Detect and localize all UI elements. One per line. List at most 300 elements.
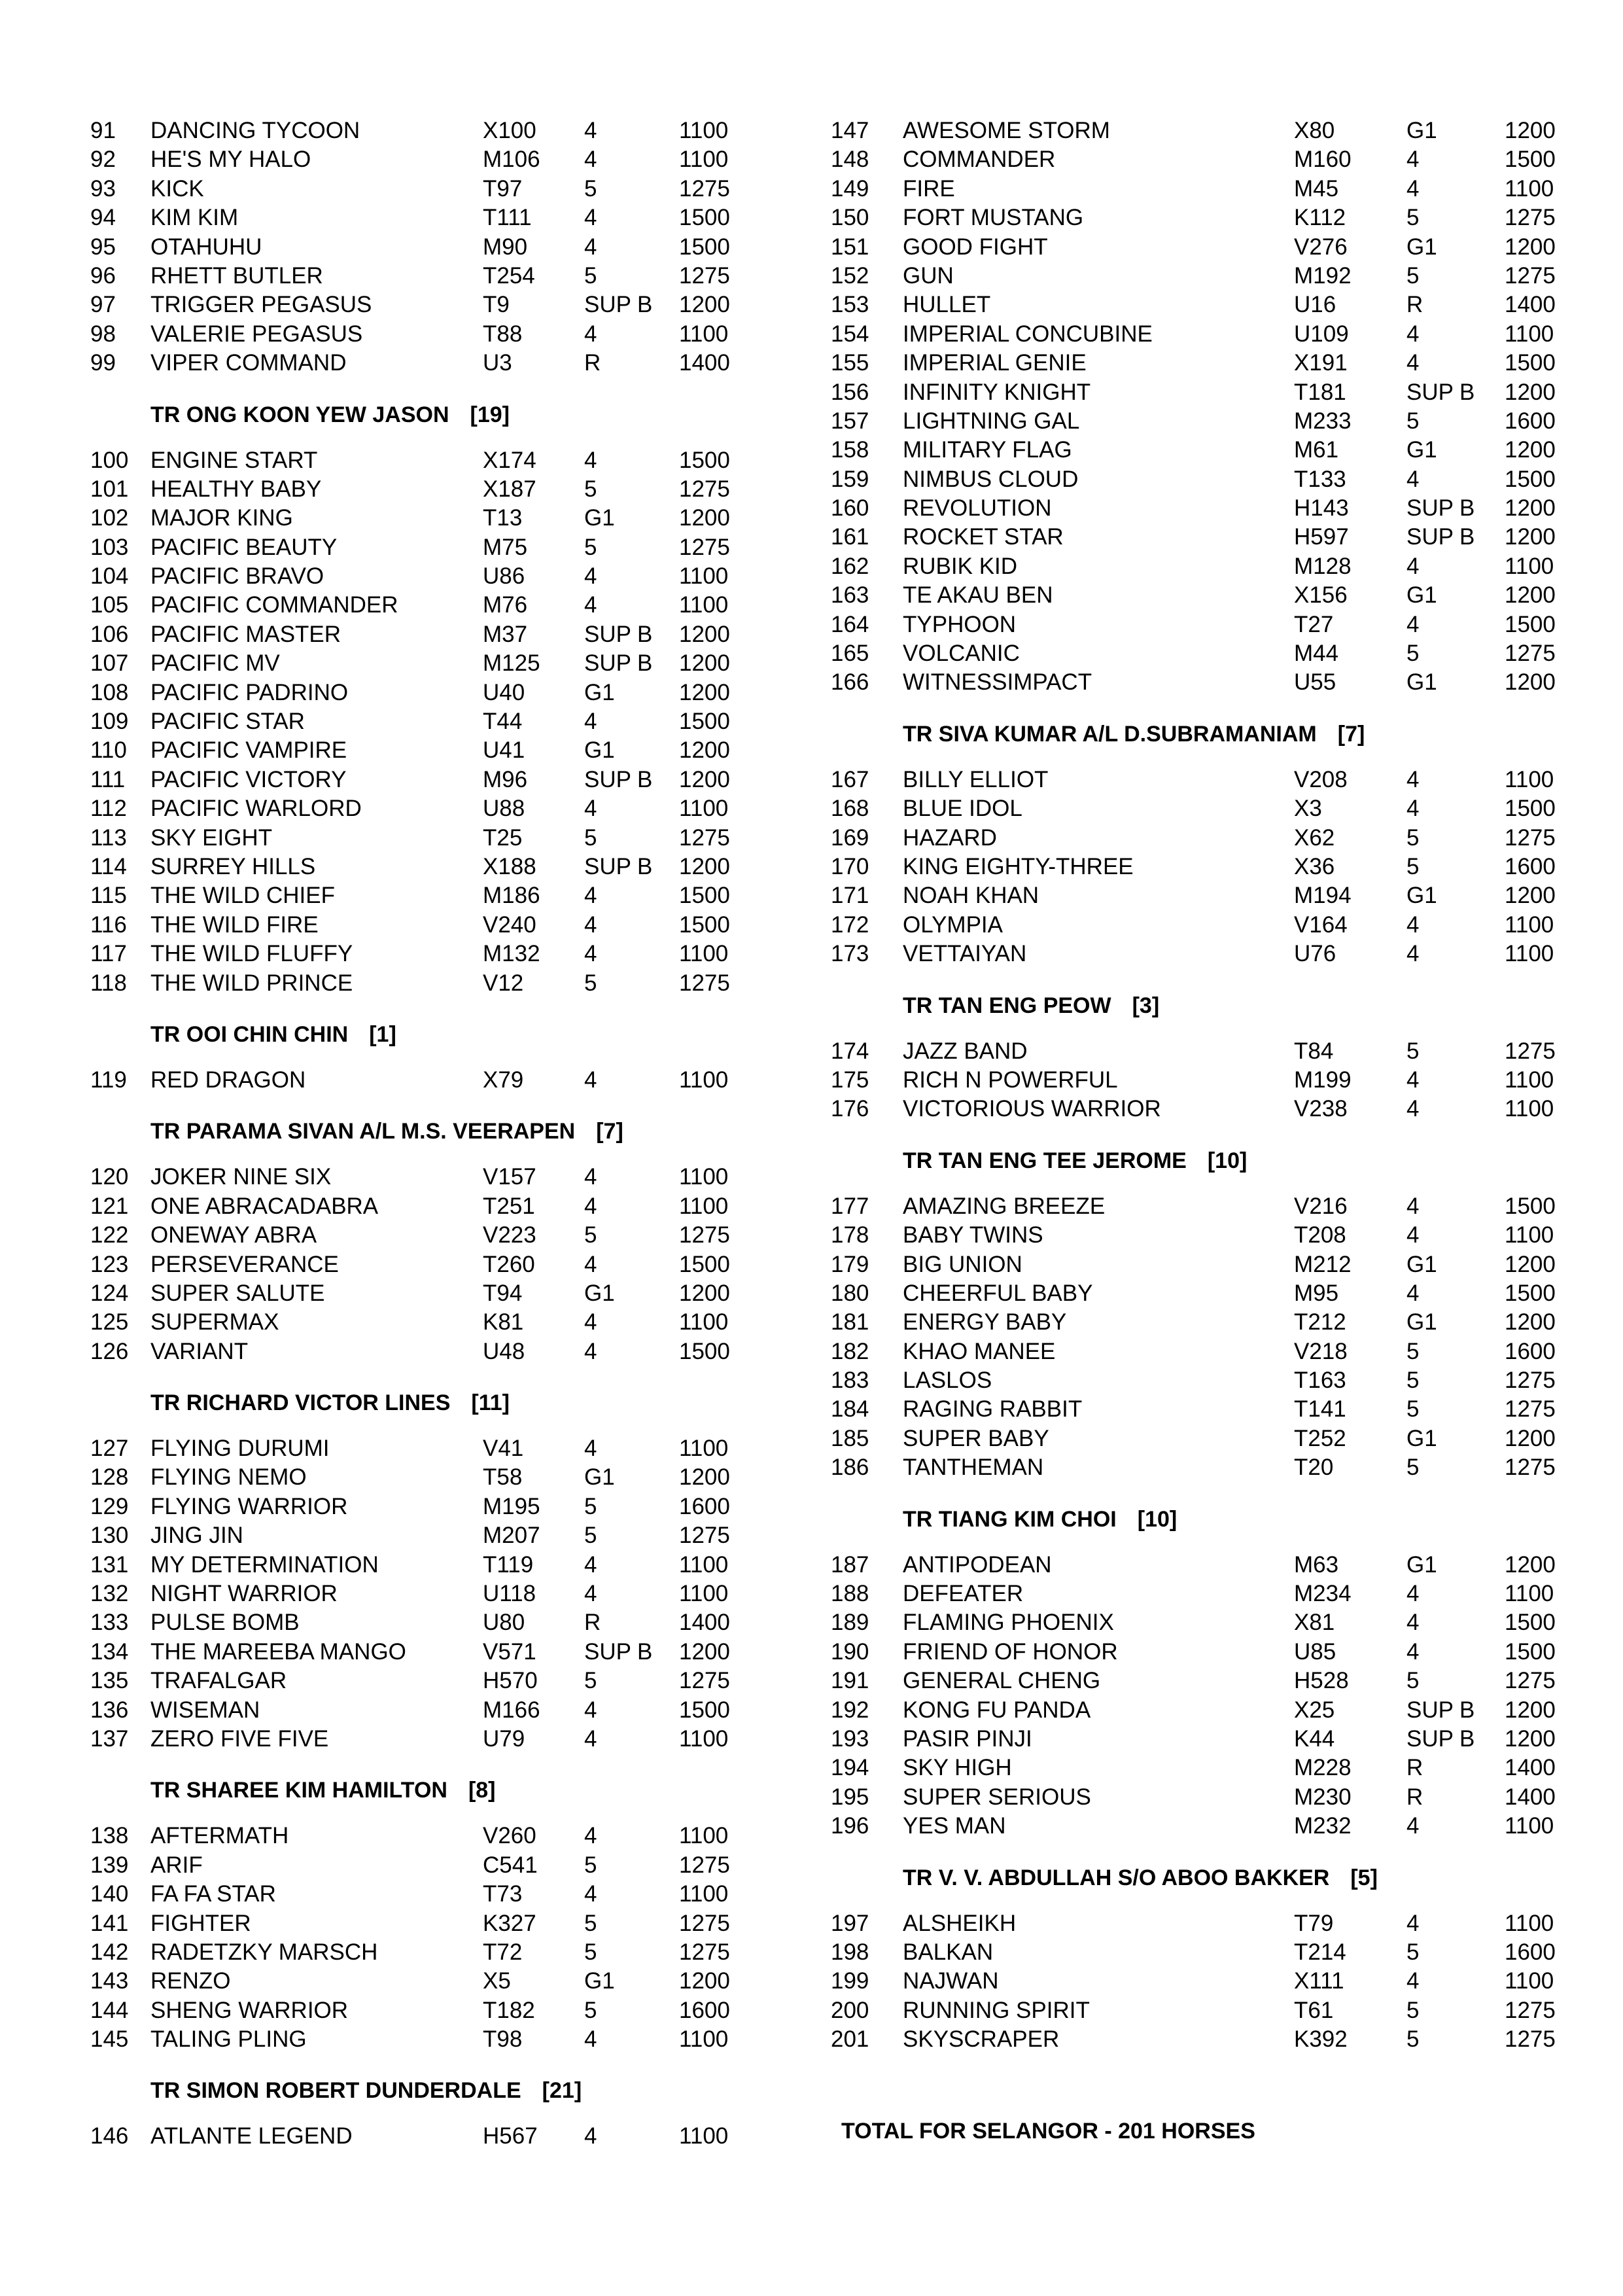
horse-code: M232 <box>1294 1813 1352 1839</box>
horse-name: BALKAN <box>903 1939 994 1965</box>
horse-name: BILLY ELLIOT <box>903 766 1049 792</box>
horse-code: T94 <box>483 1280 523 1306</box>
horse-code: T111 <box>483 205 532 231</box>
horse-number: 168 <box>831 796 869 822</box>
horse-number: 133 <box>90 1610 129 1636</box>
rating: 1100 <box>679 1881 729 1907</box>
horse-number: 143 <box>90 1968 129 1994</box>
rating: 1100 <box>679 1823 729 1849</box>
horse-name: ANTIPODEAN <box>903 1551 1052 1578</box>
trainer-name: TR TAN ENG PEOW <box>903 993 1111 1018</box>
horse-name: FLAMING PHOENIX <box>903 1610 1114 1636</box>
horse-number: 186 <box>831 1455 869 1481</box>
horse-number: 162 <box>831 553 869 579</box>
horse-code: V276 <box>1294 234 1348 260</box>
horse-row <box>831 1667 1563 1695</box>
rating: 1100 <box>679 1067 729 1093</box>
race-class: 5 <box>584 175 597 202</box>
horse-name: KIM KIM <box>150 205 239 231</box>
rating: 1200 <box>679 505 730 531</box>
horse-row <box>90 1696 744 1725</box>
horse-code: T182 <box>483 1997 535 2023</box>
horse-row <box>831 1279 1563 1308</box>
horse-code: M63 <box>1294 1551 1339 1578</box>
horse-name: AMAZING BREEZE <box>903 1193 1106 1219</box>
horse-row <box>90 794 744 823</box>
race-class: 5 <box>584 1910 597 1936</box>
horse-number: 200 <box>831 1997 869 2023</box>
horse-code: V216 <box>1294 1193 1348 1219</box>
horse-number: 113 <box>90 824 127 851</box>
race-class: G1 <box>1406 582 1437 609</box>
horse-number: 92 <box>90 147 116 173</box>
horse-number: 185 <box>831 1425 869 1451</box>
horse-number: 106 <box>90 621 129 647</box>
race-class: 5 <box>584 1939 597 1965</box>
horse-name: PACIFIC MASTER <box>150 621 341 647</box>
rating: 1275 <box>679 1222 730 1248</box>
rating: 1500 <box>679 911 730 938</box>
horse-code: H567 <box>483 2123 538 2149</box>
horse-row <box>90 1580 744 1608</box>
horse-number: 121 <box>90 1193 129 1219</box>
horse-name: ONEWAY ABRA <box>150 1222 317 1248</box>
horse-row <box>90 2025 744 2054</box>
horse-code: X81 <box>1294 1610 1335 1636</box>
horse-number: 183 <box>831 1368 869 1394</box>
rating: 1100 <box>679 1551 729 1578</box>
horse-name: GENERAL CHENG <box>903 1668 1101 1694</box>
horse-name: PACIFIC BEAUTY <box>150 534 338 560</box>
rating: 1200 <box>1505 234 1556 260</box>
horse-number: 115 <box>90 883 127 909</box>
horse-row <box>831 639 1563 668</box>
horse-code: K327 <box>483 1910 536 1936</box>
horse-code: U86 <box>483 563 525 590</box>
race-class: 5 <box>584 476 597 502</box>
horse-number: 177 <box>831 1193 869 1219</box>
horse-code: T214 <box>1294 1939 1346 1965</box>
horse-code: X80 <box>1294 118 1335 143</box>
rating: 1500 <box>1505 350 1556 376</box>
horse-name: SUPER BABY <box>903 1425 1049 1451</box>
rating: 1600 <box>1505 1338 1556 1364</box>
horse-number: 184 <box>831 1396 869 1422</box>
rating: 1500 <box>679 1697 730 1723</box>
horse-number: 182 <box>831 1338 869 1364</box>
horse-number: 134 <box>90 1638 129 1665</box>
horse-row <box>831 1395 1563 1424</box>
race-class: 4 <box>584 883 597 909</box>
race-class: 4 <box>1406 611 1420 637</box>
horse-code: T61 <box>1294 1997 1334 2023</box>
horse-code: T73 <box>483 1881 523 1907</box>
horse-row <box>831 1754 1563 1782</box>
trainer-name: TR RICHARD VICTOR LINES <box>150 1390 451 1416</box>
horse-row <box>831 436 1563 465</box>
horse-number: 137 <box>90 1725 129 1752</box>
horse-number: 175 <box>831 1067 869 1093</box>
horse-number: 155 <box>831 350 869 376</box>
horse-number: 192 <box>831 1697 869 1723</box>
trainer-heading <box>90 1777 744 1803</box>
rating: 1500 <box>1505 466 1556 492</box>
horse-name: SUPER SALUTE <box>150 1280 325 1306</box>
horse-row <box>831 881 1563 910</box>
race-class: 4 <box>584 1251 597 1277</box>
horse-row <box>831 145 1563 174</box>
horse-number: 93 <box>90 175 116 202</box>
horse-row <box>90 1221 744 1250</box>
rating: 1200 <box>1505 495 1556 521</box>
race-class: 4 <box>584 447 597 473</box>
horse-number: 199 <box>831 1968 869 1994</box>
race-class: 4 <box>1406 1067 1420 1093</box>
rating: 1100 <box>679 941 729 967</box>
trainer-heading <box>90 2077 744 2104</box>
horse-number: 163 <box>831 582 869 609</box>
rating: 1100 <box>679 1581 729 1607</box>
horse-name: RAGING RABBIT <box>903 1396 1083 1422</box>
horse-code: T181 <box>1294 379 1346 405</box>
race-class: 5 <box>1406 1038 1420 1064</box>
horse-row <box>831 1580 1563 1608</box>
horse-row <box>90 1163 744 1192</box>
race-class: 4 <box>584 147 597 173</box>
horse-number: 167 <box>831 766 869 792</box>
horse-name: FA FA STAR <box>150 1881 276 1907</box>
horse-row <box>831 824 1563 853</box>
horse-number: 96 <box>90 262 116 289</box>
horse-code: M230 <box>1294 1784 1352 1810</box>
horse-row <box>831 552 1563 581</box>
horse-code: T212 <box>1294 1309 1346 1335</box>
horse-name: PACIFIC VAMPIRE <box>150 737 347 764</box>
rating: 1500 <box>679 205 730 231</box>
horse-code: K81 <box>483 1309 524 1335</box>
rating: 1275 <box>679 1523 730 1549</box>
rating: 1400 <box>679 350 730 376</box>
horse-name: VETTAIYAN <box>903 941 1027 967</box>
horse-code: T88 <box>483 321 523 347</box>
horse-row <box>831 378 1563 407</box>
trainer-heading <box>90 402 744 428</box>
horse-row <box>831 1812 1563 1841</box>
horse-code: T98 <box>483 2026 523 2053</box>
horse-row <box>831 203 1563 232</box>
horse-number: 126 <box>90 1338 129 1364</box>
horse-count: [5] <box>1350 1865 1378 1890</box>
horse-row <box>90 707 744 736</box>
race-class: 4 <box>1406 553 1420 579</box>
horse-row <box>831 1696 1563 1725</box>
horse-row <box>831 1095 1563 1123</box>
horse-row <box>831 2025 1563 2054</box>
horse-row <box>831 1192 1563 1221</box>
horse-number: 130 <box>90 1523 129 1549</box>
horse-name: LASLOS <box>903 1368 992 1394</box>
rating: 1200 <box>679 292 730 318</box>
horse-code: V240 <box>483 911 536 938</box>
rating: 1200 <box>1505 118 1556 143</box>
horse-name: PACIFIC MV <box>150 650 280 677</box>
race-class: 4 <box>584 1581 597 1607</box>
rating: 1100 <box>1505 553 1554 579</box>
horse-name: ONE ABRACADABRA <box>150 1193 379 1219</box>
horse-row <box>90 1967 744 1996</box>
horse-row <box>90 649 744 678</box>
horse-name: INFINITY KNIGHT <box>903 379 1091 405</box>
horse-number: 120 <box>90 1164 129 1190</box>
horse-number: 188 <box>831 1581 869 1607</box>
horse-name: HEALTHY BABY <box>150 476 322 502</box>
horse-number: 108 <box>90 679 129 705</box>
horse-number: 116 <box>90 911 127 938</box>
horse-name: HE'S MY HALO <box>150 147 311 173</box>
rating: 1600 <box>1505 853 1556 879</box>
horse-number: 127 <box>90 1436 129 1462</box>
horse-name: PULSE BOMB <box>150 1610 300 1636</box>
horse-name: FIRE <box>903 175 955 202</box>
horse-number: 129 <box>90 1493 129 1519</box>
horse-number: 187 <box>831 1551 869 1578</box>
horse-name: FLYING DURUMI <box>150 1436 330 1462</box>
horse-name: NOAH KHAN <box>903 883 1039 909</box>
rating: 1275 <box>1505 1997 1556 2023</box>
horse-number: 195 <box>831 1784 869 1810</box>
horse-number: 150 <box>831 205 869 231</box>
race-class: G1 <box>1406 1551 1437 1578</box>
race-class: G1 <box>1406 118 1437 143</box>
rating: 1200 <box>1505 1551 1556 1578</box>
rating: 1200 <box>1505 1725 1556 1752</box>
horse-name: FORT MUSTANG <box>903 205 1084 231</box>
trainer-heading <box>831 721 1563 747</box>
horse-row <box>831 766 1563 794</box>
race-class: 5 <box>1406 1939 1420 1965</box>
horse-row <box>831 853 1563 881</box>
horse-row <box>90 203 744 232</box>
race-class: R <box>1406 1784 1423 1810</box>
horse-code: M75 <box>483 534 528 560</box>
race-class: 4 <box>584 592 597 618</box>
horse-row <box>831 1066 1563 1095</box>
race-class: 4 <box>584 1164 597 1190</box>
horse-code: H570 <box>483 1668 538 1694</box>
horse-number: 189 <box>831 1610 869 1636</box>
horse-code: K392 <box>1294 2026 1348 2053</box>
race-class: 5 <box>584 1523 597 1549</box>
race-class: 4 <box>1406 796 1420 822</box>
rating: 1200 <box>679 737 730 764</box>
horse-code: X111 <box>1294 1968 1344 1994</box>
horse-code: U3 <box>483 350 512 376</box>
race-class: G1 <box>1406 234 1437 260</box>
horse-row <box>90 504 744 533</box>
horse-row <box>90 1463 744 1492</box>
horse-number: 95 <box>90 234 116 260</box>
horse-code: T72 <box>483 1939 523 1965</box>
horse-name: TYPHOON <box>903 611 1017 637</box>
horse-count: [8] <box>468 1778 496 1803</box>
race-class: 5 <box>1406 262 1420 289</box>
horse-name: KING EIGHTY-THREE <box>903 853 1134 879</box>
rating: 1100 <box>1505 1067 1554 1093</box>
rating: 1400 <box>679 1610 730 1636</box>
horse-code: M90 <box>483 234 528 260</box>
rating: 1100 <box>679 796 729 822</box>
race-class: 4 <box>584 234 597 260</box>
race-class: SUP B <box>584 292 653 318</box>
horse-name: THE WILD PRINCE <box>150 970 353 996</box>
horse-row <box>90 853 744 881</box>
horse-code: V223 <box>483 1222 536 1248</box>
race-class: 4 <box>584 2026 597 2053</box>
horse-number: 119 <box>90 1067 127 1093</box>
horse-row <box>831 668 1563 697</box>
horse-name: REVOLUTION <box>903 495 1052 521</box>
race-class: G1 <box>1406 883 1437 909</box>
rating: 1200 <box>679 1280 730 1306</box>
horse-row <box>90 175 744 203</box>
horse-number: 196 <box>831 1813 869 1839</box>
trainer-heading <box>90 1118 744 1144</box>
trainer-name: TR TIANG KIM CHOI <box>903 1506 1117 1532</box>
race-class: 4 <box>584 1436 597 1462</box>
horse-row <box>90 1434 744 1463</box>
race-class: 4 <box>584 1309 597 1335</box>
horse-row <box>90 1250 744 1279</box>
race-class: 4 <box>1406 350 1420 376</box>
horse-row <box>831 581 1563 610</box>
horse-number: 128 <box>90 1464 129 1491</box>
horse-name: PACIFIC COMMANDER <box>150 592 398 618</box>
horse-row <box>831 1308 1563 1337</box>
rating: 1275 <box>1505 1396 1556 1422</box>
horse-name: PASIR PINJI <box>903 1725 1032 1752</box>
horse-code: V208 <box>1294 766 1348 792</box>
race-class: 4 <box>1406 147 1420 173</box>
horse-number: 169 <box>831 824 869 851</box>
horse-code: H143 <box>1294 495 1349 521</box>
horse-code: T163 <box>1294 1368 1346 1394</box>
horse-code: T254 <box>483 262 535 289</box>
horse-row <box>90 736 744 765</box>
horse-number: 160 <box>831 495 869 521</box>
horse-row <box>831 940 1563 968</box>
horse-count: [3] <box>1132 993 1160 1018</box>
race-class: SUP B <box>1406 1725 1475 1752</box>
horse-row <box>831 1337 1563 1366</box>
horse-name: ALSHEIKH <box>903 1910 1017 1936</box>
total-line: TOTAL FOR SELANGOR - 201 HORSES <box>841 2119 1255 2144</box>
rating: 1200 <box>1505 669 1556 696</box>
rating: 1275 <box>679 970 730 996</box>
horse-code: M228 <box>1294 1755 1352 1781</box>
horse-number: 151 <box>831 234 869 260</box>
horse-name: SKY HIGH <box>903 1755 1012 1781</box>
horse-number: 97 <box>90 292 116 318</box>
horse-row <box>90 881 744 910</box>
rating: 1400 <box>1505 1784 1556 1810</box>
rating: 1600 <box>1505 1939 1556 1965</box>
right-column <box>831 116 1563 2054</box>
horse-name: BLUE IDOL <box>903 796 1022 822</box>
horse-code: M199 <box>1294 1067 1352 1093</box>
rating: 1275 <box>1505 1455 1556 1481</box>
horse-name: GUN <box>903 262 954 289</box>
horse-row <box>831 320 1563 349</box>
horse-row <box>90 562 744 591</box>
rating: 1500 <box>1505 1610 1556 1636</box>
horse-row <box>831 523 1563 552</box>
horse-name: RADETZKY MARSCH <box>150 1939 378 1965</box>
horse-number: 176 <box>831 1096 869 1122</box>
horse-row <box>831 1453 1563 1482</box>
horse-name: SUPER SERIOUS <box>903 1784 1091 1810</box>
horse-number: 117 <box>90 941 127 967</box>
horse-number: 173 <box>831 941 869 967</box>
horse-number: 149 <box>831 175 869 202</box>
rating: 1100 <box>679 1193 729 1219</box>
horse-count: [10] <box>1207 1148 1248 1173</box>
horse-number: 107 <box>90 650 129 677</box>
horse-code: H528 <box>1294 1668 1349 1694</box>
horse-row <box>90 1521 744 1550</box>
rating: 1275 <box>679 824 730 851</box>
horse-name: VALERIE PEGASUS <box>150 321 363 347</box>
horse-code: X79 <box>483 1067 524 1093</box>
horse-number: 103 <box>90 534 129 560</box>
horse-row <box>90 1279 744 1308</box>
horse-code: T79 <box>1294 1910 1334 1936</box>
horse-name: ZERO FIVE FIVE <box>150 1725 329 1752</box>
horse-name: WISEMAN <box>150 1697 260 1723</box>
race-class: 4 <box>584 1823 597 1849</box>
trainer-heading <box>831 1865 1563 1891</box>
rating: 1100 <box>1505 941 1554 967</box>
race-class: 4 <box>584 1697 597 1723</box>
horse-name: SKY EIGHT <box>150 824 273 851</box>
rating: 1200 <box>679 766 730 792</box>
rating: 1100 <box>1505 175 1554 202</box>
horse-code: T133 <box>1294 466 1346 492</box>
rating: 1500 <box>1505 796 1556 822</box>
rating: 1200 <box>679 679 730 705</box>
race-class: 5 <box>584 824 597 851</box>
race-class: 5 <box>1406 1396 1420 1422</box>
rating: 1500 <box>679 234 730 260</box>
horse-row <box>90 1066 744 1095</box>
horse-code: V218 <box>1294 1338 1348 1364</box>
horse-row <box>90 116 744 145</box>
horse-row <box>831 116 1563 145</box>
race-class: SUP B <box>584 650 653 677</box>
race-class: 4 <box>584 1067 597 1093</box>
rating: 1100 <box>1505 321 1554 347</box>
rating: 1275 <box>679 1910 730 1936</box>
horse-code: M166 <box>483 1697 540 1723</box>
horse-name: RED DRAGON <box>150 1067 306 1093</box>
rating: 1200 <box>1505 379 1556 405</box>
horse-row <box>90 1308 744 1337</box>
rating: 1100 <box>1505 1813 1554 1839</box>
horse-number: 158 <box>831 437 869 463</box>
horse-number: 141 <box>90 1910 129 1936</box>
race-class: R <box>1406 292 1423 318</box>
horse-number: 178 <box>831 1222 869 1248</box>
horse-name: JAZZ BAND <box>903 1038 1028 1064</box>
